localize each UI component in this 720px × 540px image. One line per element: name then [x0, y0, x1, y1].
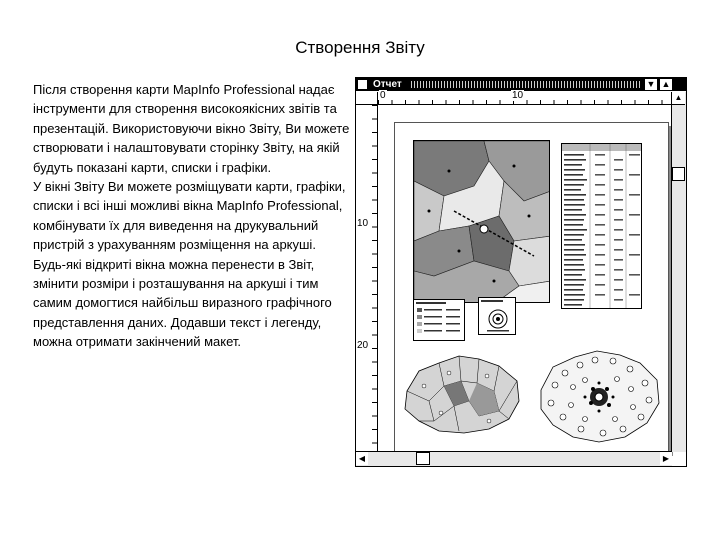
legend-symbols-graphic	[479, 298, 517, 336]
slide-body	[33, 80, 351, 352]
region-map-right[interactable]	[535, 345, 663, 445]
paragraph-2: У вікні Звіту Ви можете розміщувати карти, графіки, списки і всі інші можливі вікна MapInfo Professional, комбінувати їх для виведення на друкувальний пристрій з урахуванням розміщення на аркуші. Будь-які відкриті вікна можна перенести в Звіт, змінити розміри і розташування на аркуші і тим самим домогтися найбільш виразного графічного представлення даних. Додавши текст і легенду, можна отримати закінчений макет.	[33, 179, 346, 350]
legend-table-graphic	[414, 300, 466, 342]
scroll-right-icon[interactable]: ▶	[660, 452, 672, 465]
thematic-map	[414, 141, 550, 303]
system-menu-icon[interactable]	[358, 80, 367, 89]
maximize-icon[interactable]: ▲	[661, 79, 671, 89]
ruler-corner	[356, 92, 378, 105]
ruler-top-label-10: 10	[512, 90, 524, 101]
ruler-top-label-0: 0	[380, 90, 386, 101]
ruler-left-label-10: 10	[357, 218, 369, 229]
horizontal-scroll-thumb[interactable]	[416, 452, 430, 465]
horizontal-scrollbar[interactable]	[356, 451, 672, 466]
scroll-up-icon[interactable]: ▲	[672, 92, 685, 105]
scroll-left-icon[interactable]: ◀	[356, 452, 368, 465]
report-page[interactable]	[394, 122, 669, 452]
ruler-horizontal	[378, 92, 672, 105]
legend-table[interactable]	[413, 299, 465, 341]
vertical-scrollbar[interactable]	[671, 92, 686, 452]
thematic-map-frame[interactable]	[413, 140, 550, 303]
legend-symbols[interactable]	[478, 297, 516, 335]
minimize-icon[interactable]: ▼	[646, 79, 656, 89]
ruler-vertical	[356, 105, 378, 452]
vertical-scroll-thumb[interactable]	[672, 167, 685, 181]
titlebar-pattern	[411, 81, 642, 88]
paragraph-1: Після створення карти MapInfo Professional надає інструменти для створення високоякісних звітів та презентацій. Використовуючи вікно Звіту, Ви можете створювати і налаштовувати сторінку Звіту, на якій будуть показані карти, списки і графіки.	[33, 82, 350, 175]
region-map-right-graphic	[535, 345, 663, 445]
region-map-left-graphic	[399, 351, 523, 435]
window-title: Отчет	[373, 79, 402, 90]
data-table	[562, 144, 642, 309]
slide-title: Створення Звіту	[295, 38, 425, 57]
data-table-frame[interactable]	[561, 143, 642, 309]
region-map-left[interactable]	[399, 351, 523, 435]
report-window[interactable]	[355, 77, 687, 467]
ruler-left-label-20: 20	[357, 340, 369, 351]
